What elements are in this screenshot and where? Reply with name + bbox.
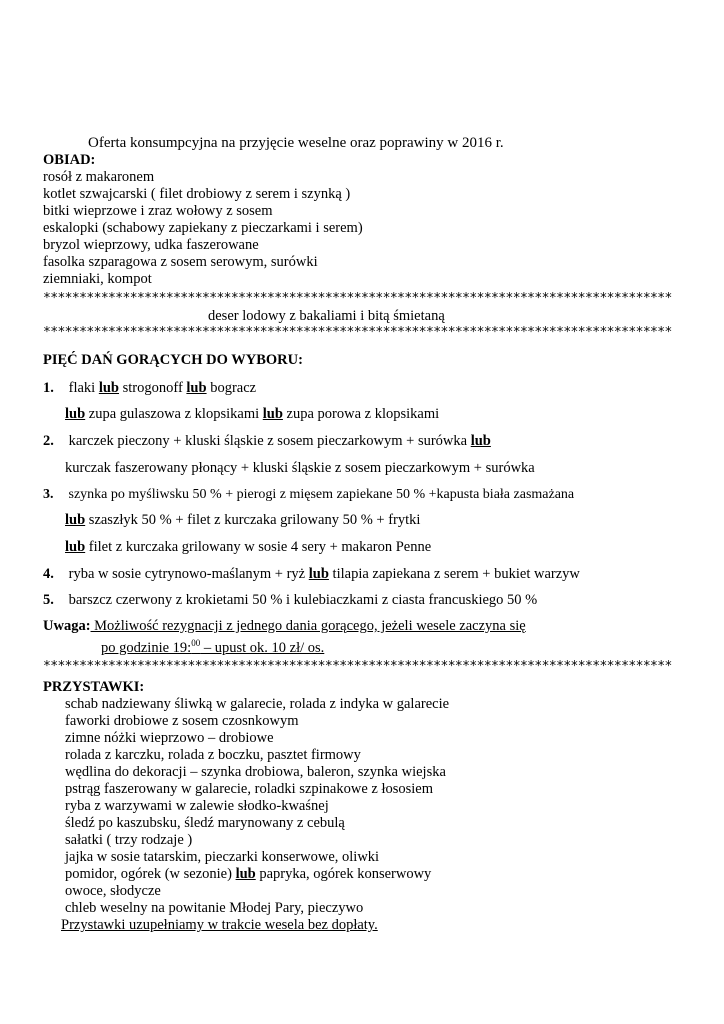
hot-dish-2 <box>43 433 491 450</box>
item-number: 2. <box>43 433 54 449</box>
hot-dish-5 <box>43 592 537 609</box>
dish-text: tilapia zapiekana z serem + bukiet warzyw <box>332 566 580 582</box>
separator: *************************************************************************************** <box>43 291 672 306</box>
note-text: Możliwość rezygnacji z jednego dania gorącego, jeżeli wesele zaczyna się <box>90 618 526 634</box>
hot-dish-2-alt: kurczak faszerowany płonący + kluski śląskie z sosem pieczarkowym + surówka <box>65 460 535 476</box>
hot-dish-3 <box>43 486 574 503</box>
obiad-item: bitki wieprzowe i zraz wołowy z sosem <box>43 203 273 219</box>
dessert-line: deser lodowy z bakaliami i bitą śmietaną <box>208 308 445 324</box>
przystawki-footer: Przystawki uzupełniamy w trakcie wesela bez dopłaty. <box>61 917 378 933</box>
hot-dish-3-alt <box>65 512 420 529</box>
note-line-2 <box>101 635 324 657</box>
dish-text: szynka po myśliwsku 50 % + pierogi z mięsem zapiekane 50 % +kapusta biała zasmażana <box>68 487 575 502</box>
przystawki-item: zimne nóżki wieprzowo – drobiowe <box>65 730 274 746</box>
hot-dish-1-alt <box>65 406 439 423</box>
item-number: 3. <box>43 487 54 502</box>
note-sup: 00 <box>191 638 201 648</box>
dish-text: szaszłyk 50 % + filet z kurczaka grilowany 50 % + frytki <box>88 512 421 528</box>
przystawki-item: śledź po kaszubsku, śledź marynowany z cebulą <box>65 815 345 831</box>
dish-text: strogonoff <box>122 380 183 396</box>
dish-text: barszcz czerwony z krokietami 50 % i kulebiaczkami z ciasta francuskiego 50 % <box>68 592 538 608</box>
przystawki-item: sałatki ( trzy rodzaje ) <box>65 832 193 848</box>
dish-text: bogracz <box>210 380 257 396</box>
lub-label: lub <box>262 406 283 422</box>
obiad-item: ziemniaki, kompot <box>43 271 152 287</box>
document-title: Oferta konsumpcyjna na przyjęcie weselne oraz poprawiny w 2016 r. <box>88 135 504 151</box>
lub-label: lub <box>186 380 207 396</box>
obiad-item: kotlet szwajcarski ( filet drobiowy z serem i szynką ) <box>43 186 351 202</box>
lub-label: lub <box>65 512 86 528</box>
dish-text: flaki <box>68 380 96 396</box>
lub-label: lub <box>65 406 86 422</box>
item-number: 5. <box>43 592 54 608</box>
lub-label: lub <box>308 566 329 582</box>
item-number: 4. <box>43 566 54 582</box>
przystawki-item: jajka w sosie tatarskim, pieczarki konserwowe, oliwki <box>65 849 380 865</box>
note-line <box>43 618 526 635</box>
przystawki-item: faworki drobiowe z sosem czosnkowym <box>65 713 299 729</box>
przystawki-item: wędlina do dekoracji – szynka drobiowa, baleron, szynka wiejska <box>65 764 446 780</box>
przystawki-item: rolada z karczku, rolada z boczku, pasztet firmowy <box>65 747 361 763</box>
obiad-heading: OBIAD: <box>43 152 96 168</box>
dish-text: zupa gulaszowa z klopsikami <box>88 406 260 422</box>
hot-dish-1 <box>43 380 256 397</box>
dish-text: ryba w sosie cytrynowo-maślanym + ryż <box>68 566 306 582</box>
separator: *************************************************************************************** <box>43 659 672 674</box>
obiad-item: rosół z makaronem <box>43 169 155 185</box>
lub-label: lub <box>235 866 256 882</box>
hot-dish-3-alt <box>65 539 431 556</box>
hot-dishes-heading: PIĘĆ DAŃ GORĄCYCH DO WYBORU: <box>43 352 303 368</box>
przystawki-item: pstrąg faszerowany w galarecie, roladki szpinakowe z łososiem <box>65 781 434 797</box>
przystawki-item: owoce, słodycze <box>65 883 161 899</box>
lub-label: lub <box>98 380 119 396</box>
lub-label: lub <box>65 539 86 555</box>
obiad-item: bryzol wieprzowy, udka faszerowane <box>43 237 259 253</box>
lub-label: lub <box>470 433 491 449</box>
note-text: – upust ok. 10 zł/ os. <box>200 639 325 656</box>
dish-text: zupa porowa z klopsikami <box>286 406 440 422</box>
przystawki-item: schab nadziewany śliwką w galarecie, rolada z indyka w galarecie <box>65 696 450 712</box>
note-text: po godzinie 19: <box>101 639 192 656</box>
note-label: Uwaga: <box>43 618 91 634</box>
dish-text: filet z kurczaka grilowany w sosie 4 sery + makaron Penne <box>88 539 432 555</box>
obiad-item: eskalopki (schabowy zapiekany z pieczarkami i serem) <box>43 220 363 236</box>
hot-dish-4 <box>43 566 580 583</box>
przystawki-item: chleb weselny na powitanie Młodej Pary, pieczywo <box>65 900 364 916</box>
przystawki-item: ryba z warzywami w zalewie słodko-kwaśnej <box>65 798 329 814</box>
przystawki-heading: PRZYSTAWKI: <box>43 679 145 695</box>
item-number: 1. <box>43 380 54 396</box>
item-text: papryka, ogórek konserwowy <box>259 866 432 882</box>
obiad-item: fasolka szparagowa z sosem serowym, surówki <box>43 254 318 270</box>
dish-text: karczek pieczony + kluski śląskie z sosem pieczarkowym + surówka <box>68 433 468 449</box>
przystawki-item <box>65 866 431 883</box>
item-text: pomidor, ogórek (w sezonie) <box>65 866 232 882</box>
separator: *************************************************************************************** <box>43 325 672 340</box>
